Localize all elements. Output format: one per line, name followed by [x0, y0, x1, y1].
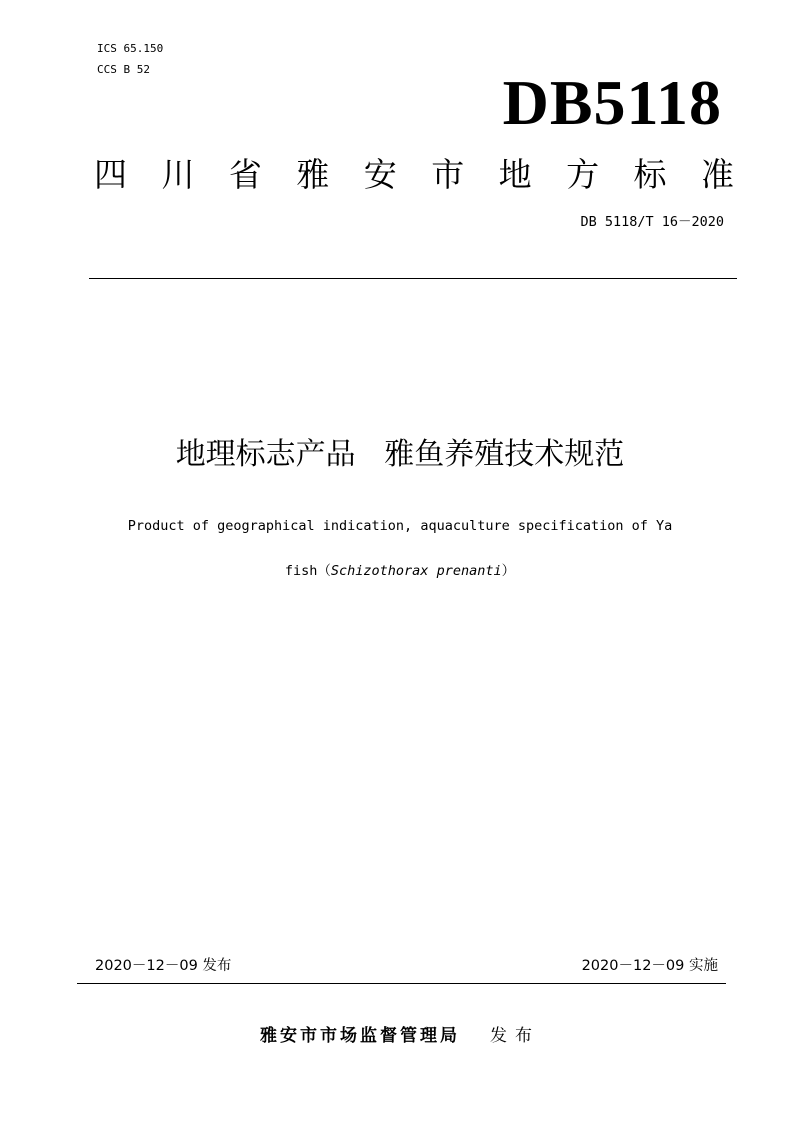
standard-type-char: 市	[431, 155, 465, 194]
ics-code: ICS 65.150	[97, 42, 164, 55]
document-title-cn: 地理标志产品 雅鱼养殖技术规范	[175, 437, 625, 472]
standard-type-char: 标	[633, 155, 667, 194]
standard-type-char: 准	[700, 155, 734, 194]
issuer-line	[0, 1023, 800, 1049]
standard-type-heading	[94, 153, 734, 197]
standard-type-char: 方	[566, 155, 600, 194]
standard-type-char: 安	[363, 155, 397, 194]
document-title-en-line2	[0, 561, 800, 581]
standard-code-logo: DB5118	[502, 67, 722, 138]
standard-type-char: 省	[228, 155, 262, 194]
implementation-date: 2020－12－09 实施	[581, 958, 718, 974]
standard-number: DB 5118/T 16－2020	[580, 214, 724, 230]
standard-type-char: 川	[161, 155, 195, 194]
standard-type-char: 雅	[296, 155, 330, 194]
standard-type-char: 地	[498, 155, 532, 194]
ccs-code: CCS B 52	[97, 63, 150, 76]
issuer-action: 发布	[490, 1026, 540, 1046]
header-divider	[89, 278, 737, 279]
title-en-line2-suffix: ）	[501, 563, 516, 579]
document-title-en-line1: Product of geographical indication, aquaculture specification of Ya	[127, 518, 673, 534]
issuer-name: 雅安市市场监督管理局	[260, 1026, 460, 1046]
footer-divider	[77, 983, 726, 984]
issue-date: 2020－12－09 发布	[95, 958, 232, 974]
standard-type-char: 四	[94, 155, 127, 194]
title-en-line2-prefix: fish（	[284, 563, 331, 579]
species-name: Schizothorax prenanti	[330, 563, 502, 579]
